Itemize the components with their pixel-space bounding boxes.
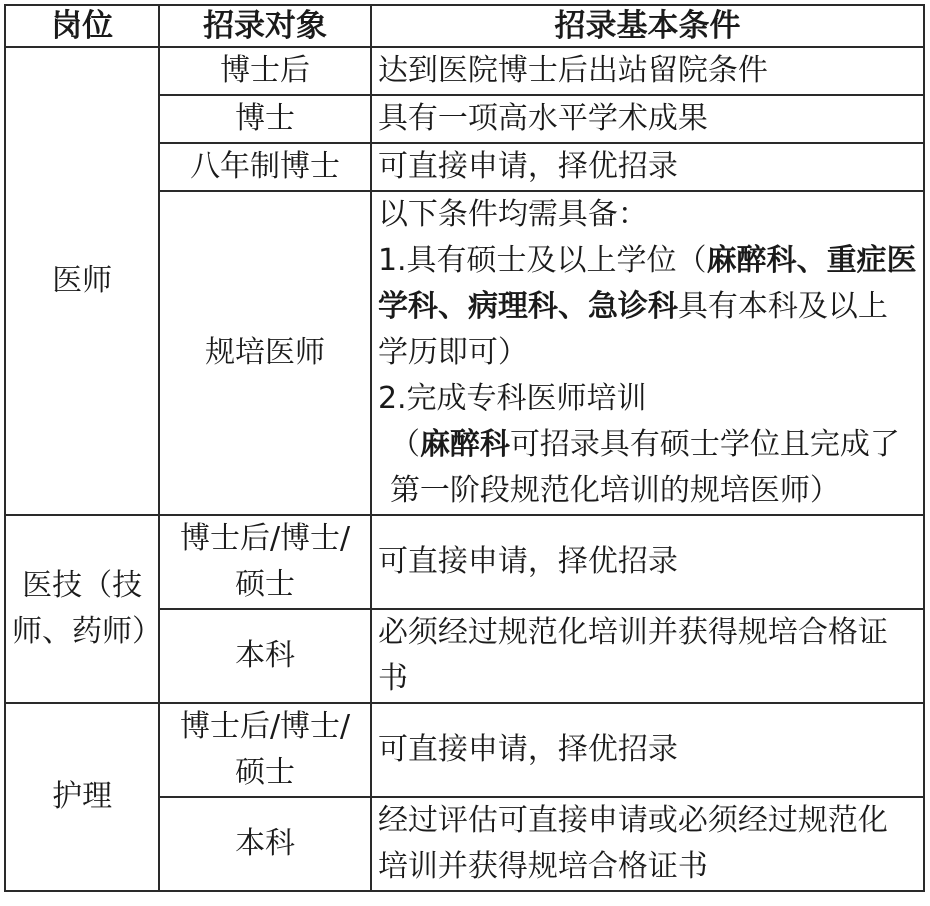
- resident-item-2-note: [378, 422, 917, 514]
- keyword-separator: 、: [557, 289, 588, 324]
- item1-suffix: 具有本科及以上学历即可）: [377, 289, 888, 370]
- condition-cell: 具有一项高水平学术成果: [371, 95, 924, 143]
- keyword-anesthesiology: 麻醉科: [419, 427, 510, 462]
- target-cell: 八年制博士: [159, 143, 371, 191]
- resident-intro: 以下条件均需具备：: [377, 197, 648, 232]
- header-row: [5, 5, 924, 47]
- target-cell: 博士后/博士/硕士: [159, 703, 371, 797]
- table-row: [5, 47, 924, 95]
- item1-prefix: 1.具有硕士及以上学位（: [377, 243, 707, 278]
- note-suffix: 可招录具有硕士学位且完成了第一阶段规范化培训的规培医师）: [389, 427, 900, 508]
- keyword-emergency: 急诊科: [587, 289, 678, 324]
- resident-item-1: [378, 238, 917, 376]
- recruitment-table: [4, 4, 925, 892]
- condition-cell: 可直接申请，择优招录: [371, 703, 924, 797]
- header-target: 招录对象: [159, 5, 371, 47]
- resident-item-2: 2.完成专科医师培训: [377, 381, 647, 416]
- header-post: 岗位: [5, 5, 159, 47]
- target-cell: 博士: [159, 95, 371, 143]
- target-cell: 本科: [159, 797, 371, 891]
- post-cell-doctor: 医师: [5, 47, 159, 515]
- target-cell: 博士后/博士/硕士: [159, 515, 371, 609]
- header-conditions: 招录基本条件: [371, 5, 924, 47]
- keyword-critical-care: 重症医学科: [377, 243, 917, 324]
- post-cell-tech: 医技（技师、药师）: [5, 515, 159, 703]
- target-cell: 本科: [159, 609, 371, 703]
- condition-cell: 可直接申请，择优招录: [371, 515, 924, 609]
- keyword-separator: 、: [796, 243, 827, 278]
- condition-cell: 可直接申请，择优招录: [371, 143, 924, 191]
- keyword-anesthesiology: 麻醉科: [706, 243, 797, 278]
- condition-cell: 必须经过规范化培训并获得规培合格证书: [371, 609, 924, 703]
- condition-cell: 经过评估可直接申请或必须经过规范化培训并获得规培合格证书: [371, 797, 924, 891]
- keyword-pathology: 病理科: [467, 289, 558, 324]
- target-cell-resident: 规培医师: [159, 191, 371, 515]
- target-cell: 博士后: [159, 47, 371, 95]
- note-prefix: （: [389, 427, 420, 462]
- condition-cell: 达到医院博士后出站留院条件: [371, 47, 924, 95]
- condition-cell-resident: [371, 191, 924, 515]
- table-row: [5, 515, 924, 609]
- table-row: [5, 703, 924, 797]
- post-cell-nursing: 护理: [5, 703, 159, 891]
- keyword-separator: 、: [437, 289, 468, 324]
